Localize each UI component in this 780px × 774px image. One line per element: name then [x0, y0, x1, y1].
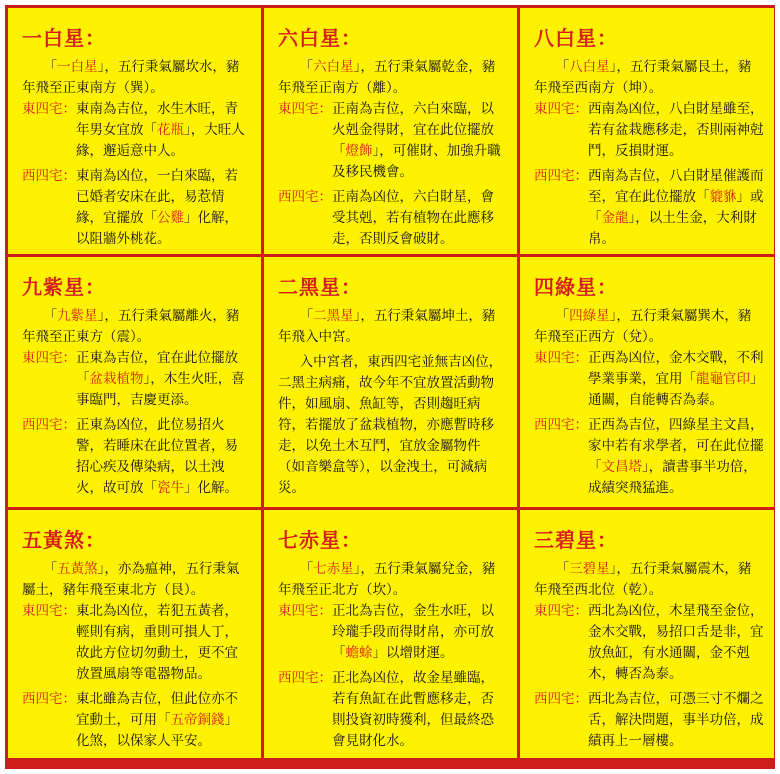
cell-intro: 「三碧星」，五行秉氣屬震木，豬年飛至西北位（乾）。 [534, 561, 752, 598]
cell-intro: 「八白星」，五行秉氣屬艮土，豬年飛至西南方（坤）。 [534, 59, 752, 96]
cell-three-jade-star [520, 510, 774, 758]
west-house-entry [534, 689, 764, 752]
west-house-entry [534, 415, 764, 499]
cell-five-yellow-sha [8, 510, 261, 758]
cell-title: 四綠星： [534, 275, 618, 299]
east-house-text: 正北為吉位，金生水旺，以玲瓏手段而得財帛，亦可放「蟾蜍」以增財運。 [332, 603, 494, 661]
cell-intro: 「一白星」，五行秉氣屬坎水，豬年飛至正東南方（巽）。 [22, 59, 240, 96]
cell-intro: 「二黑星」，五行秉氣屬坤土，豬年飛入中宮。 [278, 308, 496, 345]
east-house-text: 正西為凶位，金木交戰，不利學業事業，宜用「龍龜官印」通關，自能轉否為泰。 [588, 350, 764, 408]
cell-title: 二黑星： [278, 275, 362, 299]
west-house-label: 西四宅： [534, 417, 588, 433]
west-house-text: 正西為吉位，四綠星主文昌，家中若有求學者，可在此位擺「文昌塔」，讀書事半功倍，成績突飛猛進。 [588, 417, 764, 496]
west-house-label: 西四宅： [278, 189, 332, 205]
east-house-text: 西北為凶位，木星飛至金位，金木交戰，易招口舌是非，宜放魚缸，有水通關，金不剋木，轉否為泰。 [588, 603, 764, 682]
cell-title: 六白星： [278, 26, 362, 50]
cell-nine-purple-star [8, 257, 261, 507]
west-house-entry [22, 166, 251, 250]
cell-intro: 「九紫星」，五行秉氣屬離火，豬年飛至正東方（震）。 [22, 308, 240, 345]
east-house-entry [534, 99, 764, 162]
west-house-text: 正北為凶位，故金星雖臨，若有魚缸在此暫應移走，否則投資初時獲利，但最終恐會見財化水。 [332, 670, 494, 749]
cell-intro: 「四綠星」，五行秉氣屬巽木，豬年飛至正西方（兌）。 [534, 308, 752, 345]
east-house-label: 東四宅： [22, 350, 76, 366]
east-house-entry [22, 348, 251, 411]
cell-title: 八白星： [534, 26, 618, 50]
west-house-text: 東北雖為吉位，但此位亦不宜動土，可用「五帝銅錢」化煞，以保家人平安。 [76, 691, 238, 749]
east-house-label: 東四宅： [22, 603, 76, 619]
east-house-text: 正東為吉位，宜在此位擺放「盆栽植物」，木生火旺，喜事臨門，吉慶更添。 [76, 350, 245, 408]
east-house-entry [278, 99, 507, 183]
east-house-entry [22, 601, 251, 685]
west-house-entry [278, 668, 507, 752]
east-house-text: 西南為凶位，八白財星雖至，若有盆栽應移走，否則兩神尅鬥，反損財運。 [588, 101, 764, 159]
east-house-entry [534, 348, 764, 411]
west-house-label: 西四宅： [22, 417, 76, 433]
cell-four-green-star [520, 257, 774, 507]
cell-body: 入中宮者，東西四宅並無吉凶位，二黑主病痛，故今年不宜放置活動物件，如風扇、魚缸等，否則趨旺病符，若擺放了盆栽植物，亦應暫時移走，以免土木互鬥，宜放金屬物件（如音樂盒等），以金洩土，可減病災。 [278, 354, 503, 496]
west-house-text: 正南為凶位，六白財星，會受其剋，若有植物在此應移走，否則反會破財。 [332, 189, 494, 247]
cell-intro: 「五黃煞」，亦為瘟神，五行秉氣屬土，豬年飛至東北方（艮）。 [22, 561, 240, 598]
east-house-label: 東四宅： [534, 350, 588, 366]
cell-title: 五黃煞： [22, 528, 106, 552]
west-house-label: 西四宅： [22, 691, 76, 707]
east-house-entry [534, 601, 764, 685]
cell-two-black-star [264, 257, 517, 507]
west-house-label: 西四宅： [278, 670, 332, 686]
west-house-label: 西四宅： [534, 691, 588, 707]
east-house-text: 正南為吉位，六白來臨，以火剋金得財，宜在此位擺放「燈飾」，可催財、加強升職及移民機會。 [332, 101, 501, 180]
west-house-text: 西南為吉位，八白財星催護而至，宜在此位擺放「貔貅」或「金龍」，以土生金，大利財帛。 [588, 168, 764, 247]
east-house-text: 東南為吉位，水生木旺，青年男女宜放「花瓶」，大旺人緣，邂逅意中人。 [76, 101, 245, 159]
west-house-text: 正東為凶位，此位易招火警，若睡床在此位置者，易招心疾及傳染病，以土洩火，故可放「瓷牛」化解。 [76, 417, 238, 496]
cell-title: 七赤星： [278, 528, 362, 552]
east-house-entry [278, 601, 507, 664]
cell-six-white-star [264, 8, 517, 254]
cell-title: 九紫星： [22, 275, 106, 299]
feng-shui-grid [5, 5, 775, 769]
east-house-label: 東四宅： [22, 101, 76, 117]
east-house-entry [22, 99, 251, 162]
west-house-entry [22, 689, 251, 752]
cell-seven-red-star [264, 510, 517, 758]
east-house-label: 東四宅： [534, 603, 588, 619]
cell-intro: 「六白星」，五行秉氣屬乾金，豬年飛至正南方（離）。 [278, 59, 496, 96]
cell-eight-white-star [520, 8, 774, 254]
east-house-label: 東四宅： [278, 101, 332, 117]
east-house-label: 東四宅： [278, 603, 332, 619]
cell-title: 三碧星： [534, 528, 618, 552]
west-house-entry [534, 166, 764, 250]
cell-intro: 「七赤星」，五行秉氣屬兌金，豬年飛至正北方（坎）。 [278, 561, 496, 598]
cell-title: 一白星： [22, 26, 106, 50]
east-house-label: 東四宅： [534, 101, 588, 117]
west-house-label: 西四宅： [22, 168, 76, 184]
west-house-text: 西北為吉位，可憑三寸不爛之舌，解決問題，事半功倍，成績再上一層樓。 [588, 691, 764, 749]
west-house-entry [22, 415, 251, 499]
east-house-text: 東北為凶位，若犯五黃者，輕則有病，重則可損人丁，故此方位切勿動土，更不宜放置風扇等電器物品。 [76, 603, 238, 682]
west-house-label: 西四宅： [534, 168, 588, 184]
cell-one-white-star [8, 8, 261, 254]
west-house-text: 東南為凶位，一白來臨，若已婚者安床在此，易惹情緣，宜擺放「公雞」化解，以阻牆外桃花。 [76, 168, 238, 247]
west-house-entry [278, 187, 507, 250]
